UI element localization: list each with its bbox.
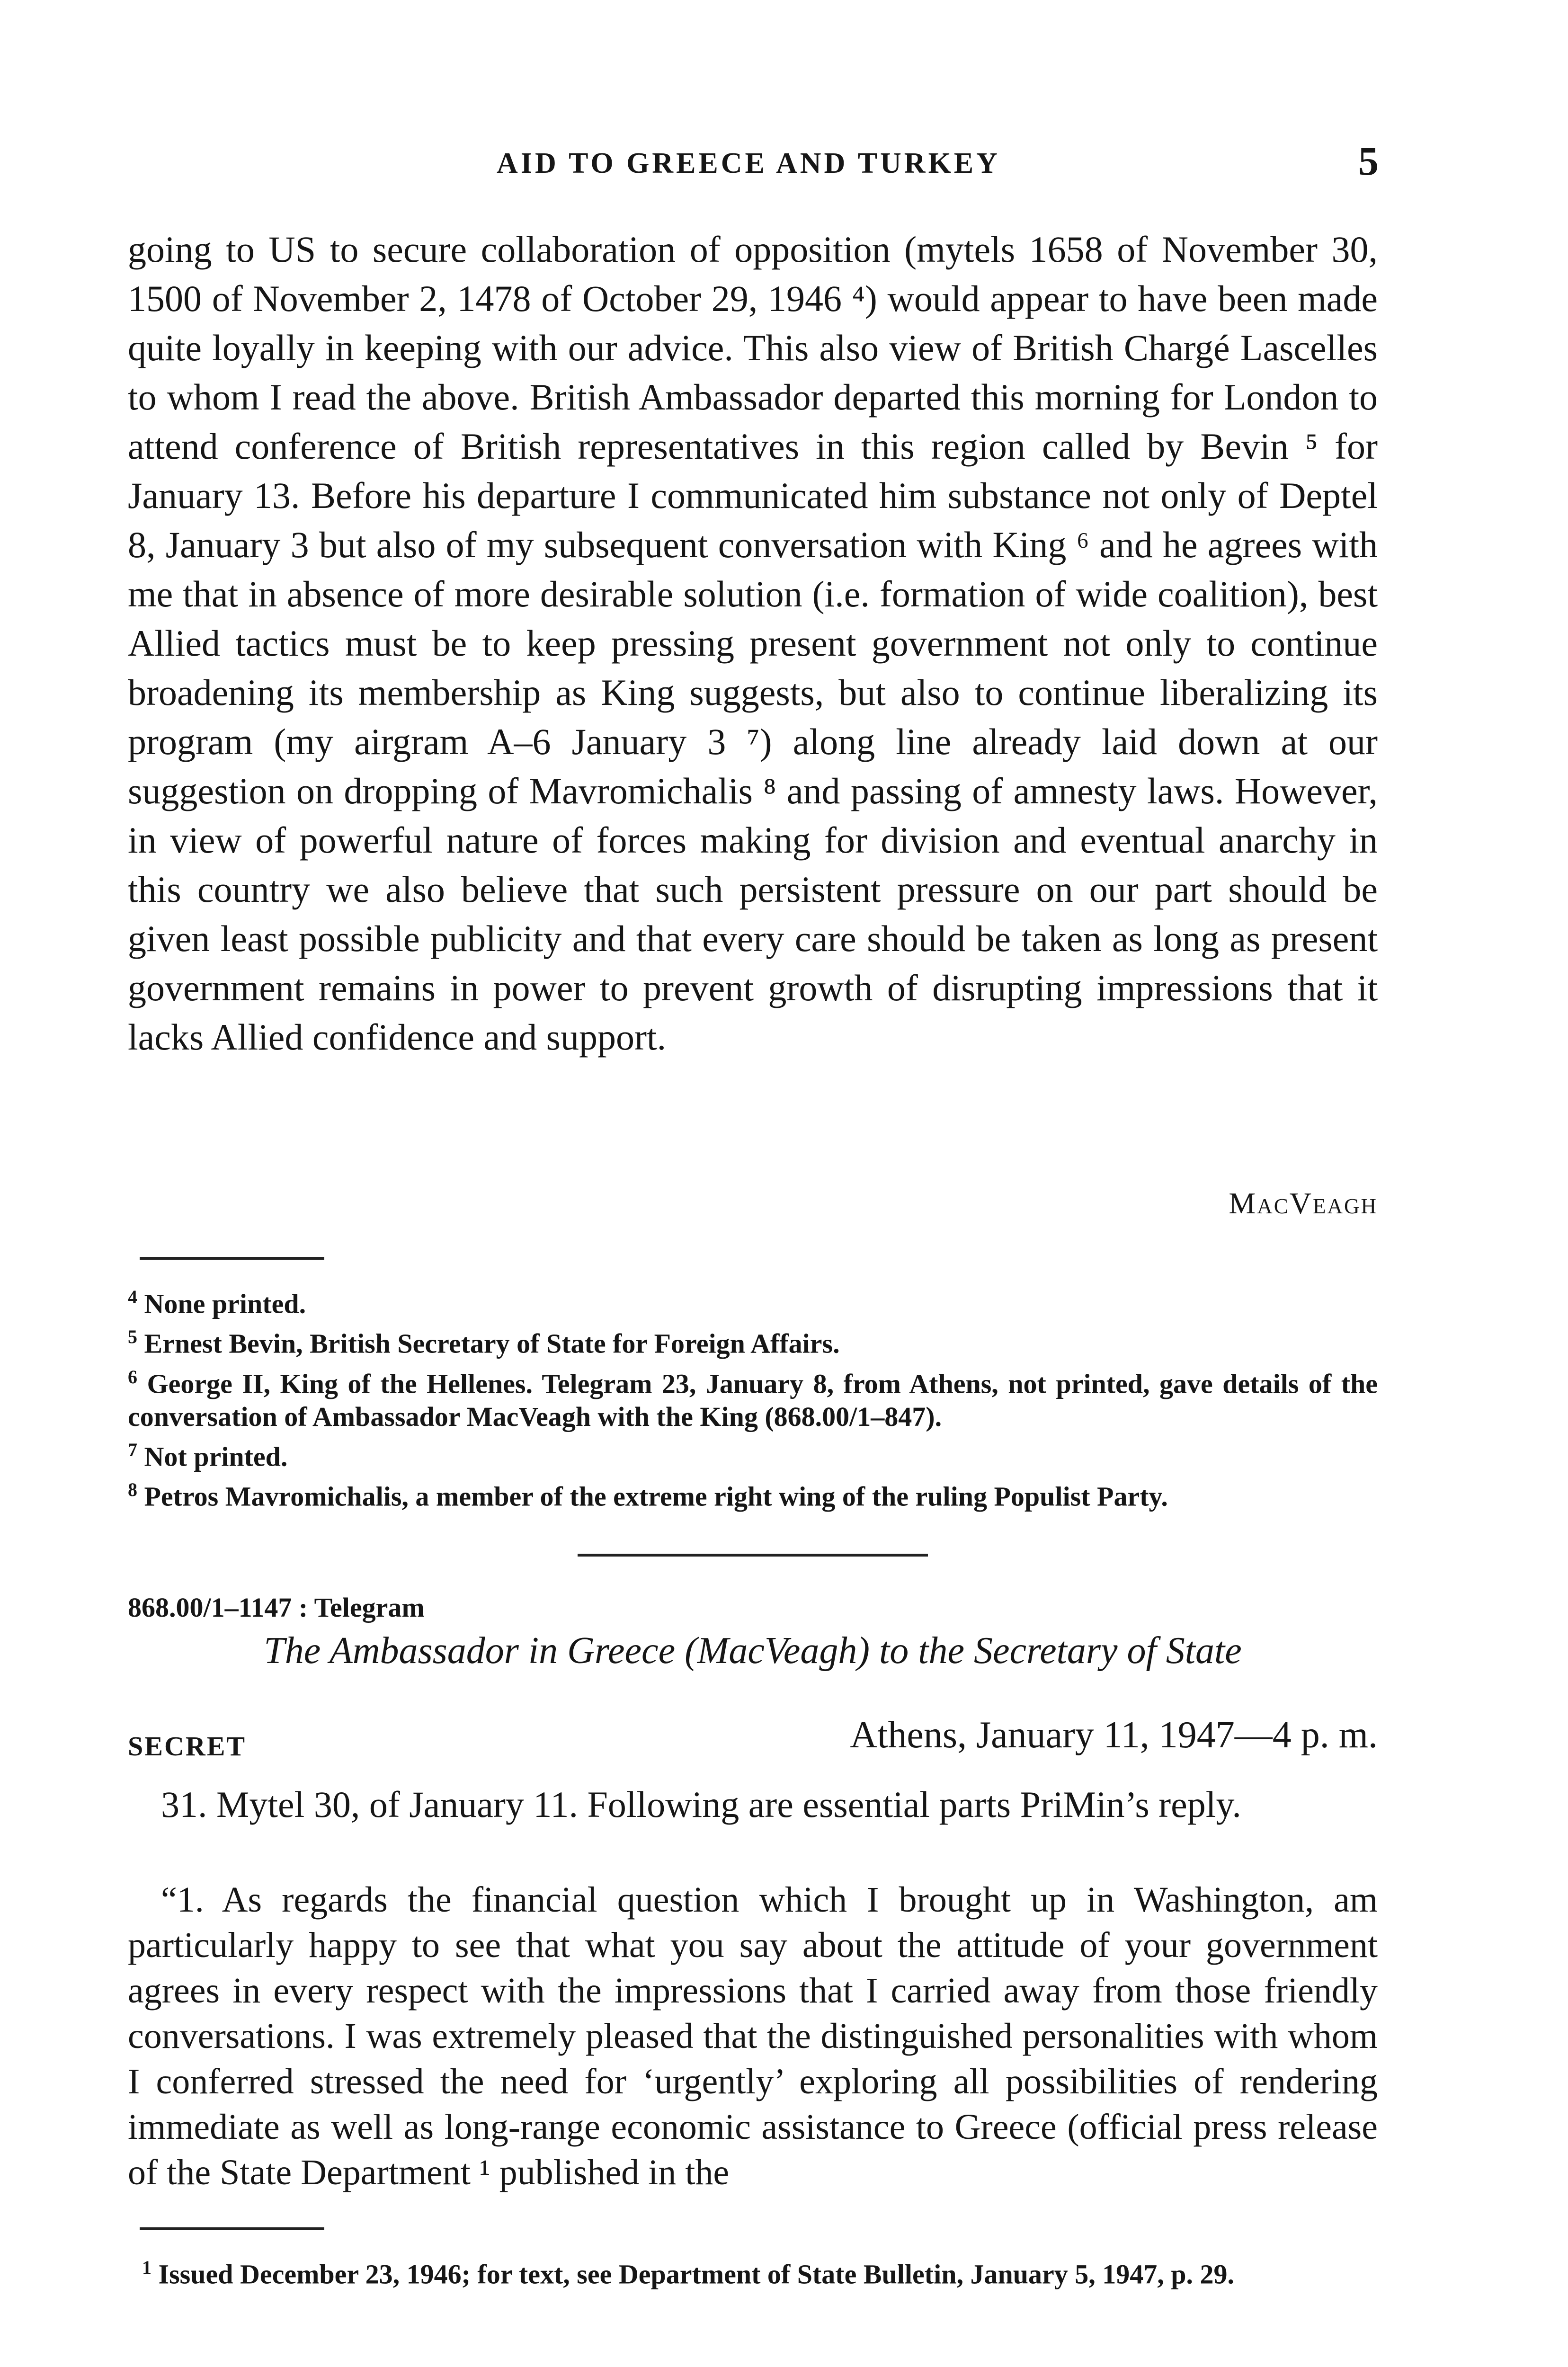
footnote-text: Issued December 23, 1946; for text, see Department of State Bulletin, January 5, 1947, p. 29. <box>158 2259 1234 2290</box>
footnote-number: 6 <box>128 1366 137 1388</box>
section-divider <box>578 1554 928 1557</box>
running-title: AID TO GREECE AND TURKEY <box>497 147 1000 179</box>
footnote <box>128 1320 1378 1360</box>
footnote <box>128 1361 1378 1433</box>
document-reference: 868.00/1–1147 : Telegram <box>128 1592 425 1623</box>
footnote-number: 8 <box>128 1479 137 1501</box>
footnote <box>128 1433 1378 1473</box>
footnote-number: 4 <box>128 1286 137 1308</box>
footnotes <box>128 2251 1378 2291</box>
body-paragraph: “1. As regards the financial question which I brought up in Washington, am particularly happy to see that what you say about the attitude of your government agrees in every respect with the impressions that I carried away from those friendly conversations. I was extremely pleased that the distinguished personalities with whom I conferred stressed the need for ‘urgently’ exploring all possibilities of rendering immediate as well as long-range economic assistance to Greece (official press release of the State Department ¹ published in the <box>128 1880 1378 2192</box>
footnote-text: Not printed. <box>144 1441 288 1472</box>
body-paragraph: going to US to secure collaboration of opposition (mytels 1658 of November 30, 1500 of November 2, 1478 of October 29, 1946 ⁴) would appear to have been made quite loyally in keeping with our advice. This also view of British Chargé Lascelles to whom I read the above. British Ambassador departed this morning for London to attend conference of British representatives in this region called by Bevin ⁵ for January 13. Before his departure I communicated him substance not only of Deptel 8, January 3 but also of my subsequent conversation with King ⁶ and he agrees with me that in absence of more desirable solution (i.e. formation of wide coalition), best Allied tactics must be to keep pressing present government not only to continue broadening its membership as King suggests, but also to continue liberalizing its program (my airgram A–6 January 3 ⁷) along line already laid down at our suggestion on dropping of Mavromichalis ⁸ and passing of amnesty laws. However, in view of powerful nature of forces making for division and eventual anarchy in this country we also believe that such persistent pressure on our part should be given least possible publicity and that every care should be taken as long as present government remains in power to prevent growth of disrupting impressions that it lacks Allied confidence and support. <box>128 229 1378 1058</box>
footnote-number: 7 <box>128 1439 137 1460</box>
footnotes <box>128 1281 1378 1513</box>
footnote <box>128 1281 1378 1320</box>
footnote-number: 5 <box>128 1326 137 1348</box>
footnote <box>128 1473 1378 1513</box>
classification-label: SECRET <box>128 1731 247 1762</box>
footnote-text: George II, King of the Hellenes. Telegram 23, January 8, from Athens, not printed, gave details of the conversation of Ambassador MacVeagh with the King (868.00/1–847). <box>128 1368 1378 1432</box>
footnote-rule <box>140 2227 324 2230</box>
body-paragraph: 31. Mytel 30, of January 11. Following are essential parts PriMin’s reply. <box>161 1784 1241 1825</box>
footnote-rule <box>140 1257 324 1260</box>
footnote-number: 1 <box>142 2257 151 2278</box>
dateline: Athens, January 11, 1947—4 p. m. <box>850 1714 1378 1756</box>
page-number: 5 <box>1358 138 1379 184</box>
footnote <box>128 2251 1378 2291</box>
signature: MacVeagh <box>1229 1186 1378 1220</box>
footnote-text: None printed. <box>144 1288 306 1319</box>
footnote-text: Petros Mavromichalis, a member of the extreme right wing of the ruling Populist Party. <box>144 1481 1168 1512</box>
document-title: The Ambassador in Greece (MacVeagh) to the Secretary of State <box>264 1630 1242 1672</box>
footnote-text: Ernest Bevin, British Secretary of State for Foreign Affairs. <box>144 1328 840 1359</box>
page-header <box>128 137 1379 194</box>
